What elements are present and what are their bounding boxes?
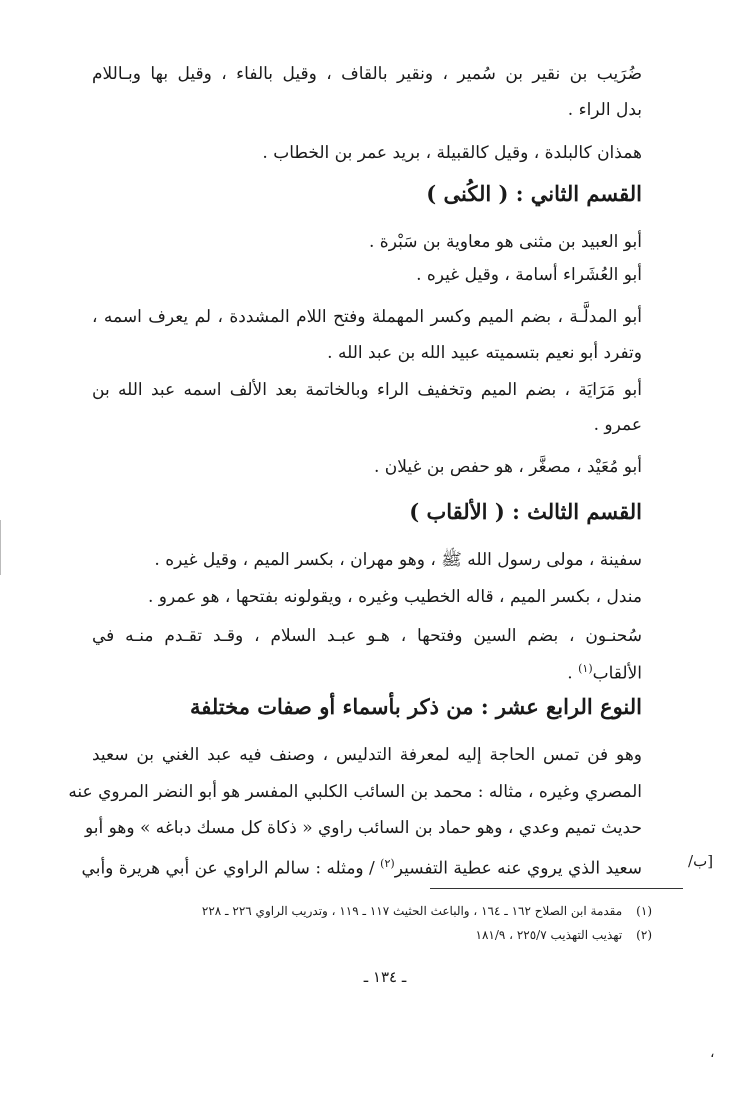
footnote-1 (92, 902, 652, 920)
text-line: أبو المدلَّـة ، بضم الميم وكسر المهملة وفتح اللام المشددة ، لم يعرف اسمه ، (92, 307, 642, 327)
footnote-number: (١) (636, 904, 652, 918)
text-line (81, 852, 642, 881)
text-line: أبو مُعَيْد ، مصغَّر ، هو حفص بن غيلان . (373, 457, 642, 477)
text-fragment: / ومثله : سالم الراوي عن أبي هريرة وأبي (81, 858, 381, 879)
text-line (92, 657, 642, 686)
text-line: المصري وغيره ، مثاله : محمد بن السائب الكلبي المفسر هو أبو النضر المروي عنه (68, 782, 642, 802)
text-fragment: سعيد الذي يروي عنه عطية التفسير (394, 858, 642, 879)
text-line: أبو العبيد بن مثنى هو معاوية بن سَبْرة . (369, 232, 642, 252)
footnote-number: (٢) (636, 928, 652, 942)
text-line: وهو فن تمس الحاجة إليه لمعرفة التدليس ، وصنف فيه عبد الغني بن سعيد (92, 745, 642, 765)
text-line: بدل الراء . (567, 100, 642, 120)
text-line: أبو مَرَايَة ، بضم الميم وتخفيف الراء وبالخاتمة بعد الألف اسمه عبد الله بن (92, 380, 642, 400)
footnote-2 (92, 926, 652, 944)
section-heading-kunya: القسم الثاني : ( الكُنى ) (426, 181, 642, 206)
footnote-separator (430, 888, 683, 889)
text-fragment: . (567, 663, 579, 684)
text-line: حديث تميم وعدي ، وهو حماد بن السائب راوي « ذكاة كل مسك دباغه » وهو أبو (84, 818, 642, 838)
manuscript-folio-marker: /ب] (688, 852, 714, 870)
text-line: سفينة ، مولى رسول الله ﷺ ، وهو مهران ، بكسر الميم ، وقيل غيره . (154, 550, 642, 570)
text-line: سُحنـون ، بضم السين وفتحها ، هـو عبـد السلام ، وقـد تقـدم منـه في (92, 626, 642, 646)
chapter-heading: النوع الرابع عشر : من ذكر بأسماء أو صفات مختلفة (189, 694, 642, 719)
footnote-ref-2[interactable]: (٢) (380, 857, 395, 870)
page-number: ـ ١٣٤ ـ (363, 968, 407, 986)
text-fragment: الألقاب (592, 663, 642, 684)
stray-mark: ، (710, 1045, 715, 1061)
footnote-text: تهذيب التهذيب ٢٢٥/٧ ، ١٨١/٩ (475, 928, 623, 942)
section-heading-alqab: القسم الثالث : ( الألقاب ) (409, 499, 642, 524)
text-line: أبو العُشَراء أسامة ، وقيل غيره . (416, 265, 642, 285)
footnote-ref-1[interactable]: (١) (578, 662, 593, 675)
footnote-text: مقدمة ابن الصلاح ١٦٢ ـ ١٦٤ ، والباعث الحثيث ١١٧ ـ ١١٩ ، وتدريب الراوي ٢٢٦ ـ ٢٢٨ (201, 904, 623, 918)
edge-mark (0, 520, 1, 575)
text-line: عمرو . (593, 415, 642, 435)
text-line: مندل ، بكسر الميم ، قاله الخطيب وغيره ، ويقولونه بفتحها ، هو عمرو . (147, 587, 642, 607)
text-line: همذان كالبلدة ، وقيل كالقبيلة ، بريد عمر بن الخطاب . (262, 143, 642, 163)
text-line: ضُرَيب بن نقير بن سُمير ، ونقير بالقاف ، وقيل بالفاء ، وقيل بها وبـاللام (92, 64, 642, 84)
text-line: وتفرد أبو نعيم بتسميته عبيد الله بن عبد الله . (327, 343, 642, 363)
